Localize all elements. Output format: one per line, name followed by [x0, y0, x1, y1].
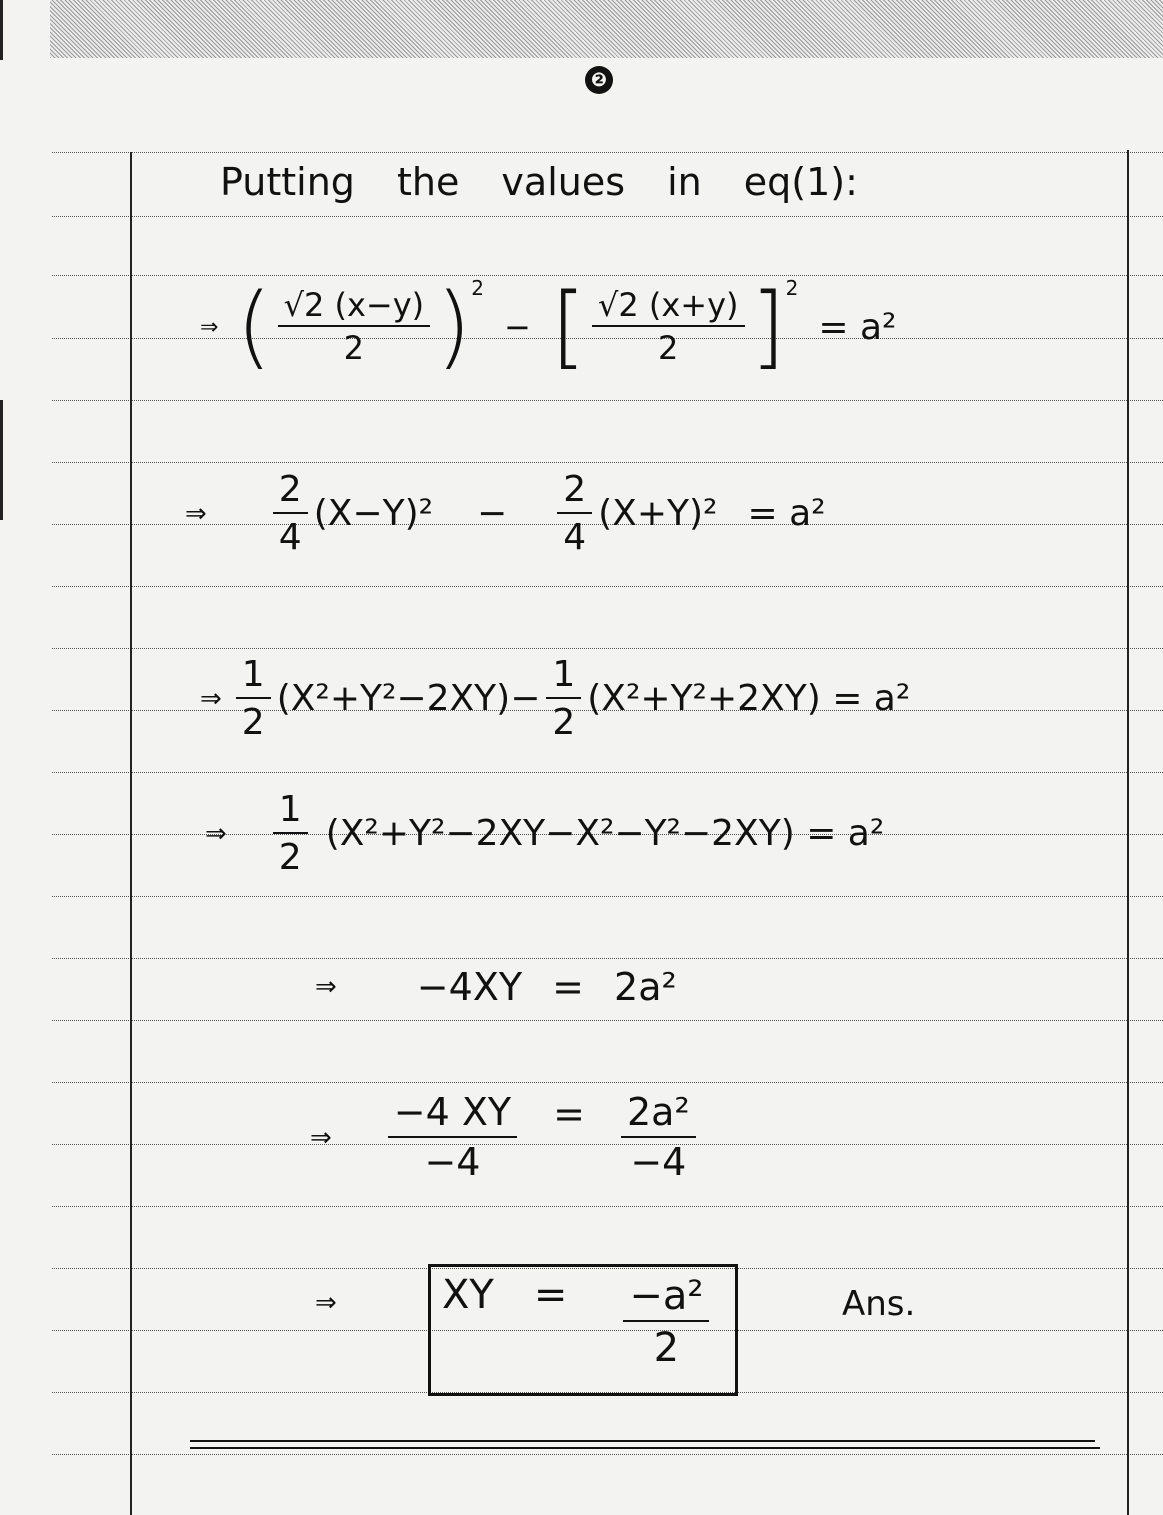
right-hand-side: = a²	[818, 306, 897, 348]
equation-step-7	[442, 1272, 715, 1370]
fraction-denominator: 2	[653, 1325, 680, 1371]
fraction-numerator: 1	[546, 655, 581, 699]
fraction	[388, 1092, 517, 1184]
fraction	[592, 285, 745, 367]
open-bracket: [	[550, 274, 586, 379]
term: (X+Y)²	[598, 493, 718, 535]
fraction	[621, 1092, 696, 1184]
fraction-denominator: 4	[563, 516, 587, 558]
equation-step-4	[205, 790, 884, 877]
ruled-line	[52, 152, 1163, 153]
equation-step-6	[310, 1092, 702, 1184]
closing-double-rule	[190, 1447, 1100, 1449]
ruled-line	[52, 896, 1163, 897]
equation-step-5	[315, 965, 677, 1009]
implies-arrow: ⇒	[315, 1288, 337, 1318]
ruled-line	[52, 1020, 1163, 1021]
binding-edge-mark	[0, 0, 3, 60]
ruled-line	[52, 958, 1163, 959]
ruled-line	[52, 648, 1163, 649]
term: (X²+Y²−2XY)−	[276, 678, 541, 720]
implies-arrow: ⇒	[185, 498, 207, 529]
exponent: 2	[785, 276, 799, 300]
fraction	[557, 470, 592, 557]
ruled-line	[52, 1082, 1163, 1083]
fraction-denominator: −4	[630, 1139, 687, 1184]
equation-step-3	[200, 655, 910, 742]
left-margin-line	[130, 152, 132, 1515]
heading-text: Putting the values in eq(1):	[220, 160, 858, 204]
ruled-line	[52, 400, 1163, 401]
scanned-top-band	[50, 0, 1163, 58]
fraction-numerator: √2 (x−y)	[278, 288, 431, 327]
fraction-denominator: 2	[658, 329, 679, 367]
minus-sign: −	[504, 308, 531, 346]
fraction-numerator: −4 XY	[388, 1092, 517, 1138]
ruled-line	[52, 275, 1163, 276]
fraction-numerator: 1	[236, 655, 271, 699]
fraction-numerator: 2	[273, 470, 308, 514]
fraction-denominator: 2	[343, 329, 365, 367]
fraction-numerator: 1	[273, 790, 308, 834]
fraction-numerator: −a²	[623, 1274, 709, 1322]
implies-arrow: ⇒	[315, 972, 337, 1002]
equals-sign: =	[533, 1272, 568, 1318]
fraction-denominator: 2	[552, 701, 576, 743]
fraction	[546, 655, 581, 742]
exponent: 2	[471, 276, 484, 300]
term: (X−Y)²	[313, 493, 434, 535]
implies-arrow: ⇒	[200, 683, 222, 714]
fraction-denominator: 2	[241, 701, 265, 743]
ruled-line	[52, 772, 1163, 773]
fraction-numerator: 2a²	[621, 1092, 696, 1138]
ruled-line	[52, 1206, 1163, 1207]
close-paren: )	[436, 274, 472, 379]
page-number-badge: ❷	[585, 66, 613, 94]
implies-arrow: ⇒	[200, 314, 219, 340]
fraction	[273, 790, 308, 877]
fraction-numerator: 2	[557, 470, 592, 514]
closing-double-rule	[190, 1440, 1095, 1442]
term: (X²+Y²−2XY−X²−Y²−2XY) = a²	[325, 813, 885, 855]
equals-sign: =	[553, 1092, 585, 1136]
answer-lhs: XY	[442, 1272, 494, 1318]
implies-arrow: ⇒	[310, 1122, 332, 1153]
fraction	[623, 1274, 709, 1370]
right-hand-side: = a²	[747, 493, 826, 535]
ruled-line	[52, 586, 1163, 587]
fraction-numerator: √2 (x+y)	[592, 288, 745, 327]
equation-step-1	[200, 274, 897, 379]
ruled-line	[52, 216, 1163, 217]
answer-label: Ans.	[842, 1284, 916, 1324]
fraction-denominator: 4	[278, 516, 302, 558]
fraction-denominator: −4	[424, 1139, 481, 1184]
fraction	[278, 285, 431, 367]
term: (X²+Y²+2XY) = a²	[587, 678, 911, 720]
equation-step-2	[185, 470, 826, 557]
ruled-line	[52, 462, 1163, 463]
ruled-line	[52, 1454, 1163, 1455]
fraction-denominator: 2	[278, 836, 302, 878]
right-margin-line	[1127, 150, 1129, 1515]
minus-sign: −	[477, 493, 508, 535]
fraction	[236, 655, 271, 742]
fraction	[273, 470, 308, 557]
implies-arrow: ⇒	[205, 818, 227, 849]
close-bracket: ]	[750, 274, 786, 379]
expression: −4XY = 2a²	[416, 965, 677, 1009]
open-paren: (	[236, 274, 272, 379]
binding-edge-mark	[0, 400, 3, 520]
